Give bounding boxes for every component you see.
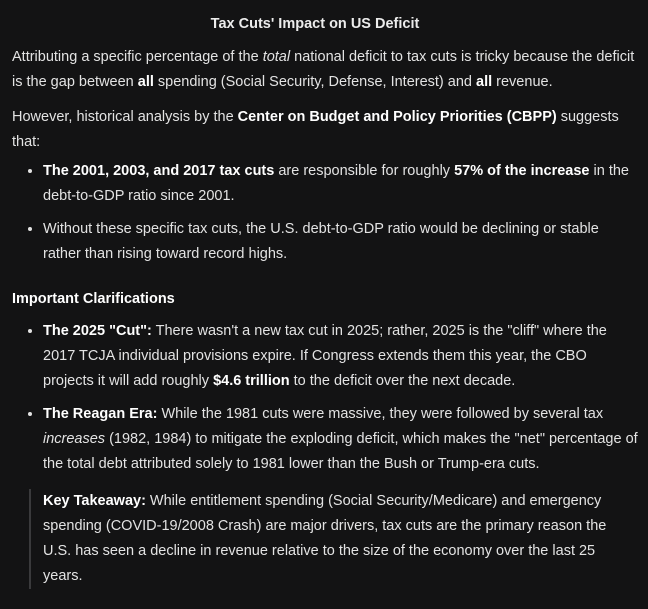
list-item bbox=[43, 402, 638, 477]
text-span: While entitlement spending (Social Security/Medicare) and emergency spending (COVID-19/2008 Crash) are major drivers, tax cuts are the primary reason the U.S. has seen a decline in revenue relative to the size of the economy over the last 25 years. bbox=[43, 493, 607, 584]
text-span: Without these specific tax cuts, the U.S. debt-to-GDP ratio would be declining or stable rather than rising toward record highs. bbox=[43, 221, 599, 262]
bold-2025-cut: The 2025 "Cut": bbox=[43, 323, 152, 339]
bold-all: all bbox=[137, 74, 154, 90]
intro-paragraph bbox=[12, 45, 638, 95]
cbpp-paragraph bbox=[12, 105, 638, 155]
key-takeaway-blockquote bbox=[29, 489, 638, 589]
list-item bbox=[43, 159, 638, 209]
text-span: are responsible for roughly bbox=[274, 163, 455, 179]
text-span: national deficit to tax cuts is tricky because the deficit is the gap between bbox=[12, 49, 635, 90]
text-span: spending (Social Security, Defense, Interest) and bbox=[153, 74, 477, 90]
bold-key-takeaway: Key Takeaway: bbox=[43, 493, 146, 509]
text-span: suggests that: bbox=[12, 109, 619, 150]
text-span: revenue. bbox=[492, 74, 553, 90]
bold-tax-cuts: The 2001, 2003, and 2017 tax cuts bbox=[43, 163, 275, 179]
emphasis-increases: increases bbox=[43, 431, 106, 447]
text-span: While the 1981 cuts were massive, they were followed by several tax bbox=[157, 406, 604, 422]
section-heading: Important Clarifications bbox=[12, 291, 175, 307]
bold-percentage: 57% of the increase bbox=[454, 163, 590, 179]
bold-all: all bbox=[476, 74, 493, 90]
response-title: Tax Cuts' Impact on US Deficit bbox=[210, 16, 420, 32]
response-content bbox=[12, 12, 638, 589]
list-item bbox=[43, 217, 638, 267]
findings-list bbox=[12, 159, 638, 267]
bold-amount: $4.6 trillion bbox=[213, 373, 290, 389]
text-span: in the debt-to-GDP ratio since 2001. bbox=[43, 163, 629, 204]
text-span: However, historical analysis by the bbox=[12, 109, 238, 125]
text-span: Attributing a specific percentage of the bbox=[12, 49, 263, 65]
bold-reagan-era: The Reagan Era: bbox=[43, 406, 158, 422]
emphasis-total: total bbox=[262, 49, 291, 65]
clarifications-list bbox=[12, 319, 638, 477]
text-span: There wasn't a new tax cut in 2025; rather, 2025 is the "cliff" where the 2017 TCJA individual provisions expire. If Congress extends them this year, the CBO projects it will add roughly bbox=[43, 323, 607, 389]
text-span: (1982, 1984) to mitigate the exploding deficit, which makes the "net" percentage of the total debt attributed solely to 1981 lower than the Bush or Trump-era cuts. bbox=[43, 431, 638, 472]
text-span: to the deficit over the next decade. bbox=[289, 373, 516, 389]
bold-cbpp: Center on Budget and Policy Priorities (CBPP) bbox=[237, 109, 557, 125]
list-item bbox=[43, 319, 638, 394]
